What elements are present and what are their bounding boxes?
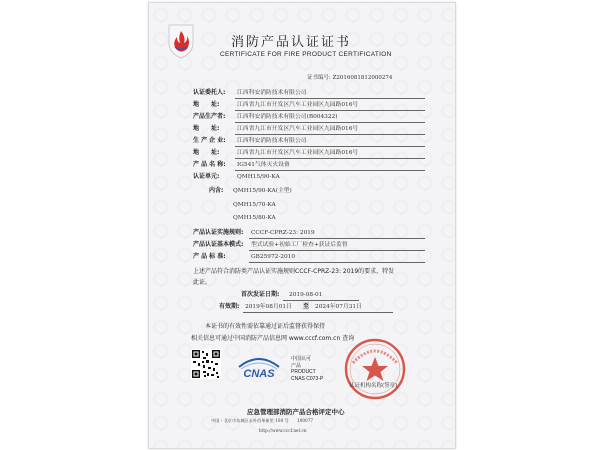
- field-value: IG541气体灭火设备: [237, 162, 290, 168]
- field-label: 地 址:: [193, 125, 220, 132]
- organization-url: http://www.cccf.net.cn: [259, 428, 307, 433]
- certificate-number: [307, 73, 392, 81]
- validity-to: 2024年07月31日: [315, 304, 362, 310]
- conformity-statement-line1: 上述产品符合消防类产品认证实施规则CCCF-CPRZ-23: 2019的要求，特发: [193, 268, 395, 275]
- underline: [235, 170, 425, 171]
- seal-caption: 认证机构名称(签章): [349, 383, 398, 389]
- field-value: GB25972-2010: [251, 254, 296, 260]
- field-label: 产 品 名 称:: [193, 161, 226, 168]
- field-value: 江西省九江市开发区汽车工业园区九园路016号: [237, 150, 359, 156]
- accreditation-line1: 中国认可: [291, 356, 312, 362]
- notice-line2: 相关信息可通过中国消防产品信息网 www.cccf.com.cn 查询: [191, 335, 355, 342]
- accreditation-line2: 产品: [291, 363, 302, 369]
- certificate-number-label: 证书编号:: [307, 75, 331, 81]
- qr-code: [191, 349, 221, 379]
- field-label: 产 品 标 准:: [193, 253, 226, 260]
- conformity-statement-line2: 此证。: [193, 279, 212, 286]
- underline: [283, 300, 359, 301]
- accreditation-line4: CNAS C073-P: [291, 376, 324, 382]
- underline: [235, 98, 425, 99]
- field-label: 产品认证基本模式:: [193, 241, 244, 248]
- certificate-title-en: CERTIFICATE FOR FIRE PRODUCT CERTIFICATION: [220, 51, 392, 58]
- issuing-organization: 应急管理部消防产品合格评定中心: [247, 408, 345, 416]
- first-issue-value: 2019-08-01: [289, 292, 323, 298]
- validity-from: 2019年08月01日: [245, 304, 292, 310]
- field-value: QMH15/90-KA: [237, 174, 280, 180]
- validity-label: 有效期:: [219, 303, 240, 310]
- field-label: 地 址:: [193, 101, 220, 108]
- official-seal: [343, 337, 407, 401]
- field-value: CCCF-CPRZ-23: 2019: [251, 230, 315, 236]
- fire-protection-logo: [167, 23, 195, 59]
- field-value: 江西科安消防技术有限公司: [237, 138, 307, 144]
- underline: [235, 110, 425, 111]
- certificate-document: [148, 2, 456, 449]
- field-value: 江西省九江市开发区汽车工业园区九园路016号: [237, 102, 359, 108]
- field-label: 认证单元:: [193, 173, 220, 180]
- unit-content-item: QMH15/70-KA: [233, 202, 276, 208]
- underline: [249, 250, 425, 251]
- validity-to-label: 至: [303, 303, 310, 310]
- underline: [249, 262, 425, 263]
- underline: [235, 158, 425, 159]
- field-label: 产品生产者:: [193, 113, 226, 120]
- underline: [235, 122, 425, 123]
- field-value: 江西科安消防技术有限公司: [237, 90, 307, 96]
- field-label: 认证委托人:: [193, 89, 226, 96]
- unit-content-item: QMH15/80-KA: [233, 215, 276, 221]
- field-value: 型式试验+初始工厂检查+获证后监督: [251, 242, 348, 248]
- unit-content-item: QMH15/90-KA(主型): [233, 188, 292, 194]
- certificate-title-cn: 消防产品认证证书: [231, 35, 352, 50]
- cnas-logo: [233, 353, 285, 381]
- field-value: 江西省九江市开发区汽车工业园区九园路016号: [237, 126, 359, 132]
- organization-address: 中国・北京市东城区永外西革新里 108 号 100077: [211, 418, 314, 423]
- underline: [235, 146, 425, 147]
- notice-line1: 本证书的有效性需依靠通过证后监督获得保持: [205, 323, 326, 330]
- underline: [235, 134, 425, 135]
- field-value: 江西科安消防技术有限公司(B004322): [237, 114, 338, 120]
- underline: [243, 312, 393, 313]
- accreditation-line3: PRODUCT: [291, 369, 316, 375]
- field-label: 产品认证实施规则:: [193, 229, 244, 236]
- field-label: 地 址:: [193, 149, 220, 156]
- field-label: 生 产 企 业:: [193, 137, 226, 144]
- unit-contents-label: 内含:: [209, 187, 224, 194]
- first-issue-label: 首次发证日期:: [241, 291, 280, 298]
- certificate-number-value: Z2016081812000274: [332, 75, 393, 81]
- cnas-logo-text: CNAS: [243, 368, 275, 380]
- underline: [249, 238, 425, 239]
